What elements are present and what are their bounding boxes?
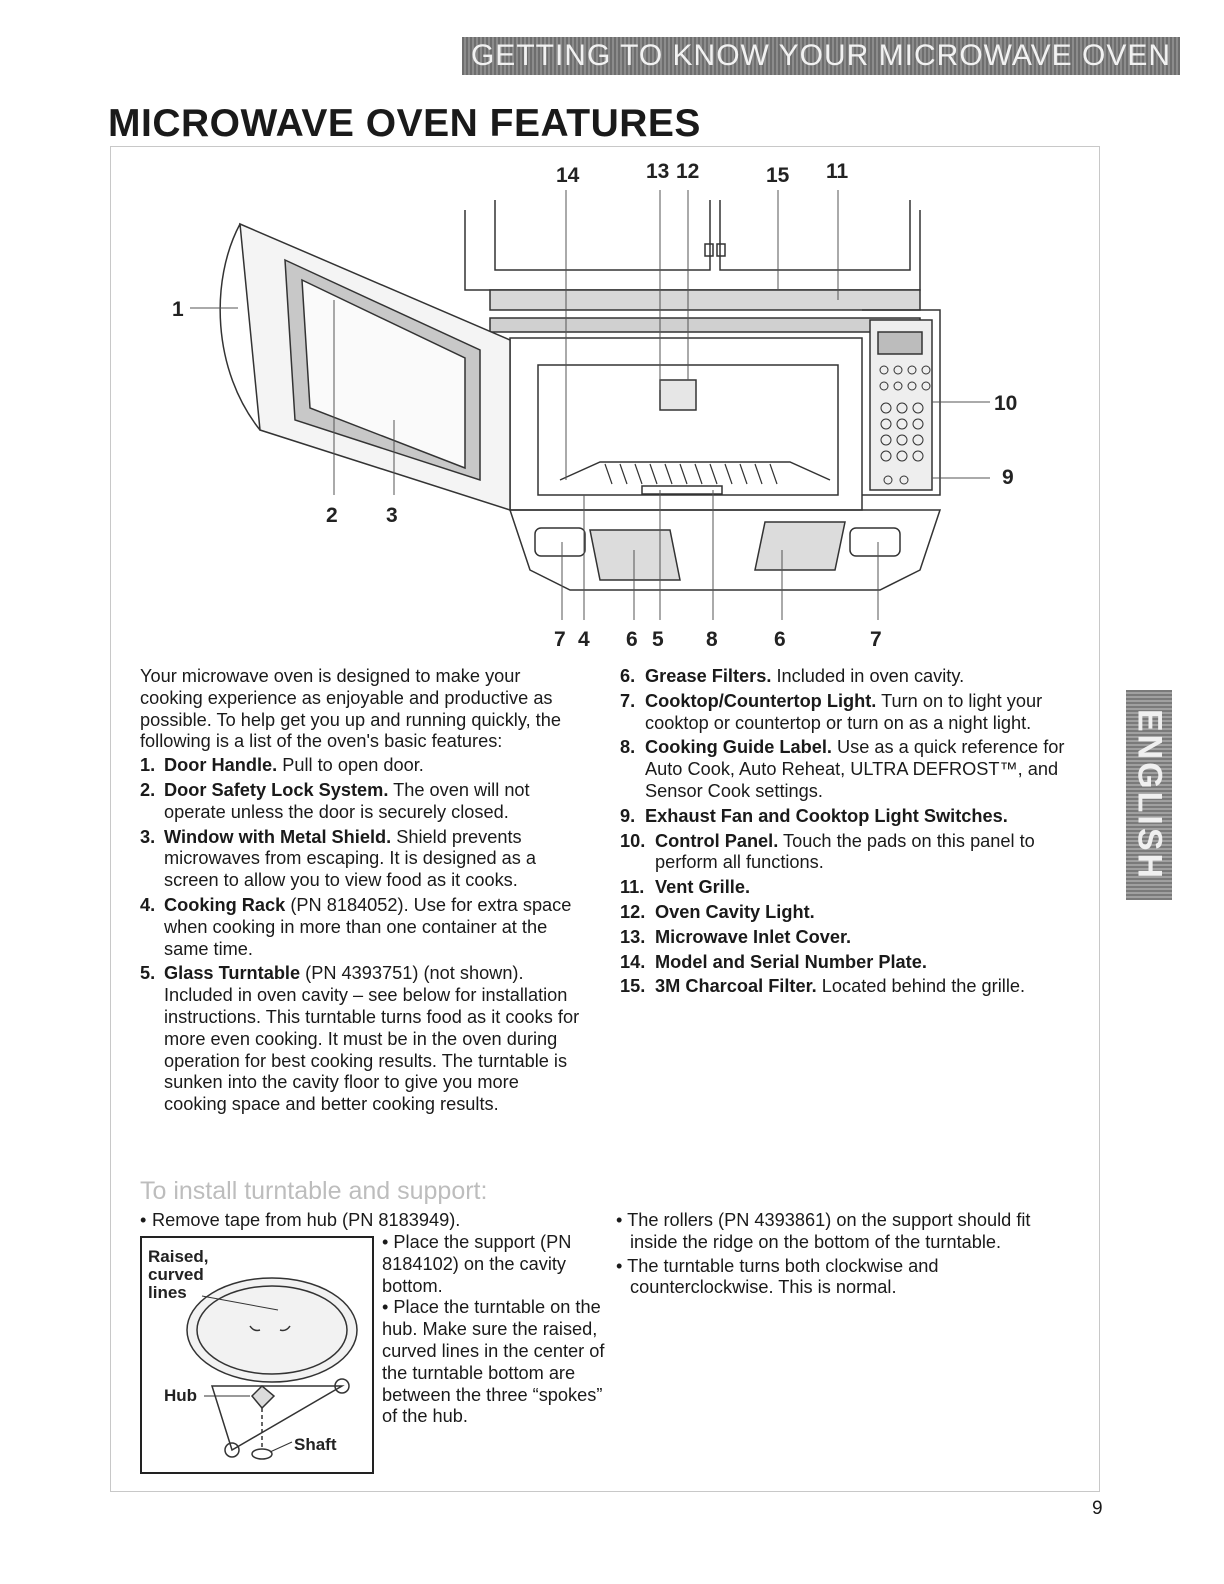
feature-item-11: 11. Vent Grille. bbox=[620, 877, 751, 898]
section-banner: GETTING TO KNOW YOUR MICROWAVE OVEN bbox=[462, 37, 1180, 75]
callout-13: 13 bbox=[646, 160, 670, 183]
callout-11: 11 bbox=[826, 160, 849, 183]
callout-9: 9 bbox=[1002, 466, 1014, 489]
lines-label: lines bbox=[148, 1283, 187, 1302]
callout-8: 8 bbox=[706, 628, 718, 650]
feature-item-8: 8. Cooking Guide Label. Use as a quick reference for Auto Cook, Auto Reheat, ULTRA DEFROST™, and Sensor Cook settings. bbox=[620, 737, 1065, 801]
remove-tape-bullet: • Remove tape from hub (PN 8183949). bbox=[140, 1210, 461, 1230]
feature-item-12: 12. Oven Cavity Light. bbox=[620, 901, 815, 922]
features-left-column bbox=[140, 666, 585, 1119]
microwave-diagram bbox=[150, 150, 1050, 650]
install-note-1: • The rollers (PN 4393861) on the support should fit inside the ridge on the bottom of the turntable. bbox=[616, 1210, 1031, 1252]
shaft-label: Shaft bbox=[294, 1435, 337, 1454]
install-heading: To install turntable and support: bbox=[140, 1177, 488, 1205]
install-step-2: • Place the turntable on the hub. Make sure the raised, curved lines in the center of the turntable bottom are between the three “spokes” of the hub. bbox=[382, 1297, 605, 1427]
feature-item-10: 10. Control Panel. Touch the pads on this panel to perform all functions. bbox=[620, 830, 1035, 873]
page-title: MICROWAVE OVEN FEATURES bbox=[108, 102, 701, 145]
feature-item-3: 3. Window with Metal Shield. Shield prevents microwaves from escaping. It is designed as a screen to allow you to view food as it cooks. bbox=[140, 826, 537, 891]
feature-item-4: 4. Cooking Rack (PN 8184052). Use for extra space when cooking in more than one container at the same time. bbox=[140, 894, 572, 959]
feature-item-9: 9. Exhaust Fan and Cooktop Light Switches. bbox=[620, 805, 1008, 826]
feature-item-1: 1. Door Handle. Pull to open door. bbox=[140, 755, 424, 776]
feature-item-2: 2. Door Safety Lock System. The oven will not operate unless the door is securely closed. bbox=[140, 779, 530, 822]
callout-15: 15 bbox=[766, 164, 790, 187]
callout-3: 3 bbox=[386, 504, 398, 527]
feature-item-5: 5. Glass Turntable (PN 4393751) (not shown). Included in oven cavity – see below for installation instructions. This turntable turns food as it cooks for more even cooking. It must be in the oven during operation for best cooking results. The turntable is sunken into the cavity floor to give you more cooking space and better cooking results. bbox=[140, 963, 580, 1115]
curved-label: curved bbox=[148, 1265, 204, 1284]
turntable-figure bbox=[140, 1236, 374, 1474]
feature-item-14: 14. Model and Serial Number Plate. bbox=[620, 951, 927, 972]
raised-label: Raised, bbox=[148, 1247, 209, 1266]
callout-2: 2 bbox=[326, 504, 338, 527]
intro-text: Your microwave oven is designed to make your cooking experience as enjoyable and productive as possible. To help get you up and running quickly, the following is a list of the oven's basic features: bbox=[140, 666, 561, 752]
install-note-2: • The turntable turns both clockwise and counterclockwise. This is normal. bbox=[616, 1255, 939, 1298]
callout-12: 12 bbox=[676, 160, 700, 183]
callout-14: 14 bbox=[556, 164, 580, 187]
callout-5: 5 bbox=[652, 628, 664, 650]
install-notes bbox=[612, 1210, 1082, 1301]
feature-item-13: 13. Microwave Inlet Cover. bbox=[620, 926, 852, 947]
hub-label: Hub bbox=[164, 1386, 198, 1405]
callout-10: 10 bbox=[994, 392, 1018, 415]
features-right-column bbox=[620, 666, 1080, 1001]
feature-item-6: 6. Grease Filters. Included in oven cavity. bbox=[620, 666, 965, 686]
install-steps bbox=[382, 1232, 612, 1428]
callout-7-left: 7 bbox=[554, 628, 566, 650]
callout-4: 4 bbox=[578, 628, 590, 650]
callout-6-right: 6 bbox=[774, 628, 786, 650]
callout-1: 1 bbox=[172, 298, 184, 321]
install-step-1: • Place the support (PN 8184102) on the cavity bottom. bbox=[382, 1232, 572, 1296]
language-tab-label: ENGLISH bbox=[1130, 708, 1169, 882]
callout-7-right: 7 bbox=[870, 628, 882, 650]
language-tab bbox=[1126, 690, 1172, 900]
page-number: 9 bbox=[1092, 1498, 1103, 1519]
callout-6-left: 6 bbox=[626, 628, 638, 650]
feature-item-15: 15. 3M Charcoal Filter. Located behind the grille. bbox=[620, 976, 1026, 997]
feature-item-7: 7. Cooktop/Countertop Light. Turn on to light your cooktop or countertop or turn on as a night light. bbox=[620, 690, 1043, 733]
